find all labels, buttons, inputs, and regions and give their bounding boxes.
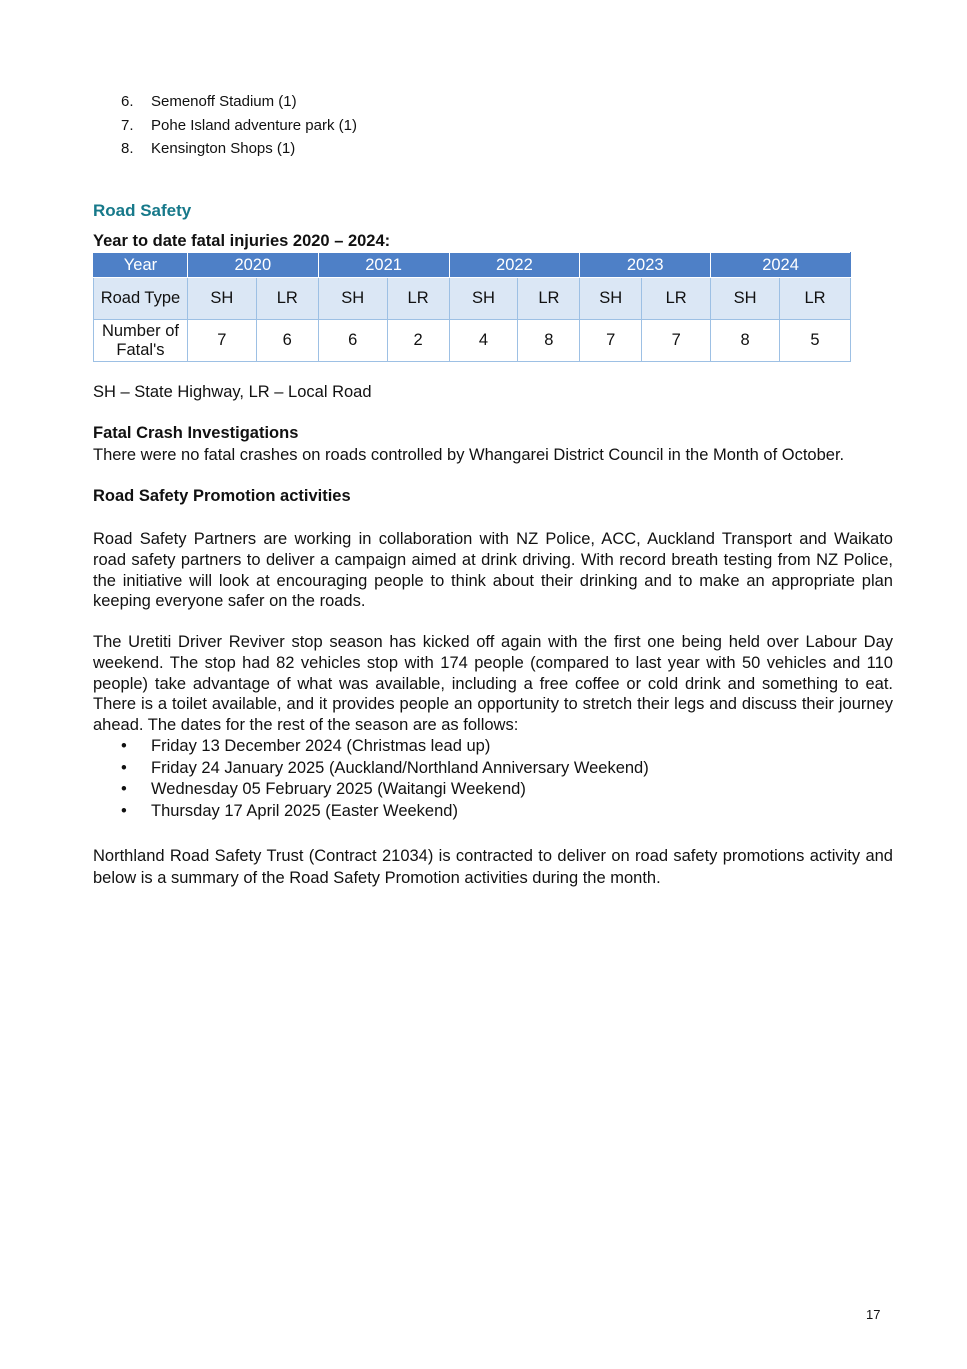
list-item: • Friday 24 January 2025 (Auckland/Northland Anniversary Weekend) bbox=[121, 758, 649, 780]
abbreviations-note: SH – State Highway, LR – Local Road bbox=[93, 383, 372, 401]
year-2020-header: 2020 bbox=[187, 253, 318, 278]
numbered-list bbox=[121, 90, 357, 161]
bullet-icon: • bbox=[121, 780, 127, 798]
driver-reviver-dates bbox=[121, 736, 649, 822]
table-cell: 6 bbox=[318, 320, 387, 362]
table-cell: SH bbox=[318, 278, 387, 320]
page-number: 17 bbox=[866, 1307, 881, 1322]
promotion-paragraph-1: Road Safety Partners are working in collaboration with NZ Police, ACC, Auckland Transport and Waikato road safety partners to deliver a campaign aimed at drink driving. With record breath testing from NZ Police, the initiative will look at encouraging people to think about their drinking and to make an appropriate plan keeping everyone safer on the roads. bbox=[93, 530, 893, 611]
table-cell: 4 bbox=[449, 320, 518, 362]
table-row bbox=[94, 320, 851, 362]
list-item: 7. Pohe Island adventure park (1) bbox=[121, 116, 357, 134]
bullet-icon: • bbox=[121, 758, 127, 777]
year-header: Year bbox=[94, 253, 188, 278]
promotion-paragraph-2: The Uretiti Driver Reviver stop season has kicked off again with the first one being held over Labour Day weekend. The stop had 82 vehicles stop with 174 people (compared to last year with 50 vehicles and 110 people) take advantage of what was available, including a free coffee or cold drink and something to eat. There is a toilet available, and it provides people an opportunity to stretch their legs and discuss their journey ahead. The dates for the rest of the season are as follows: bbox=[93, 633, 893, 735]
bullet-icon: • bbox=[121, 737, 127, 755]
table-cell: LR bbox=[642, 278, 711, 320]
section-title: Road Safety bbox=[93, 201, 192, 220]
table-cell: LR bbox=[256, 278, 318, 320]
table-cell: 7 bbox=[580, 320, 642, 362]
bullet-icon: • bbox=[121, 801, 127, 820]
table-cell: 7 bbox=[642, 320, 711, 362]
table-cell: SH bbox=[449, 278, 518, 320]
promotion-paragraph-3: Northland Road Safety Trust (Contract 21034) is contracted to deliver on road safety promotions activity and below is a summary of the Road Safety Promotion activities during the month. bbox=[93, 847, 893, 887]
list-item: • Wednesday 05 February 2025 (Waitangi Weekend) bbox=[121, 779, 649, 801]
table-cell: 8 bbox=[711, 320, 780, 362]
fatal-injuries-table bbox=[93, 252, 851, 362]
table-cell: SH bbox=[187, 278, 256, 320]
fatal-crash-text: There were no fatal crashes on roads controlled by Whangarei District Council in the Month of October. bbox=[93, 446, 845, 464]
table-cell: SH bbox=[711, 278, 780, 320]
table-cell: SH bbox=[580, 278, 642, 320]
table-header-row bbox=[94, 253, 851, 278]
table-cell: LR bbox=[518, 278, 580, 320]
table-cell: 8 bbox=[518, 320, 580, 362]
promotion-heading: Road Safety Promotion activities bbox=[93, 487, 351, 505]
list-item: 8. Kensington Shops (1) bbox=[121, 140, 296, 157]
list-item: • Friday 13 December 2024 (Christmas lead up) bbox=[121, 736, 649, 758]
year-2024-header: 2024 bbox=[711, 253, 851, 278]
list-item: • Thursday 17 April 2025 (Easter Weekend) bbox=[121, 801, 649, 823]
list-item: 6. Semenoff Stadium (1) bbox=[121, 93, 297, 110]
table-cell: 6 bbox=[256, 320, 318, 362]
table-title: Year to date fatal injuries 2020 – 2024: bbox=[93, 232, 391, 250]
table-cell: LR bbox=[387, 278, 449, 320]
table-row bbox=[94, 278, 851, 320]
table-cell: 7 bbox=[187, 320, 256, 362]
year-2021-header: 2021 bbox=[318, 253, 449, 278]
table-cell: 2 bbox=[387, 320, 449, 362]
year-2023-header: 2023 bbox=[580, 253, 711, 278]
table-cell: LR bbox=[780, 278, 851, 320]
fatal-crash-heading: Fatal Crash Investigations bbox=[93, 424, 299, 442]
table-cell: 5 bbox=[780, 320, 851, 362]
road-type-label: Road Type bbox=[94, 278, 188, 320]
year-2022-header: 2022 bbox=[449, 253, 580, 278]
fatals-label: Number of Fatal's bbox=[94, 320, 188, 362]
